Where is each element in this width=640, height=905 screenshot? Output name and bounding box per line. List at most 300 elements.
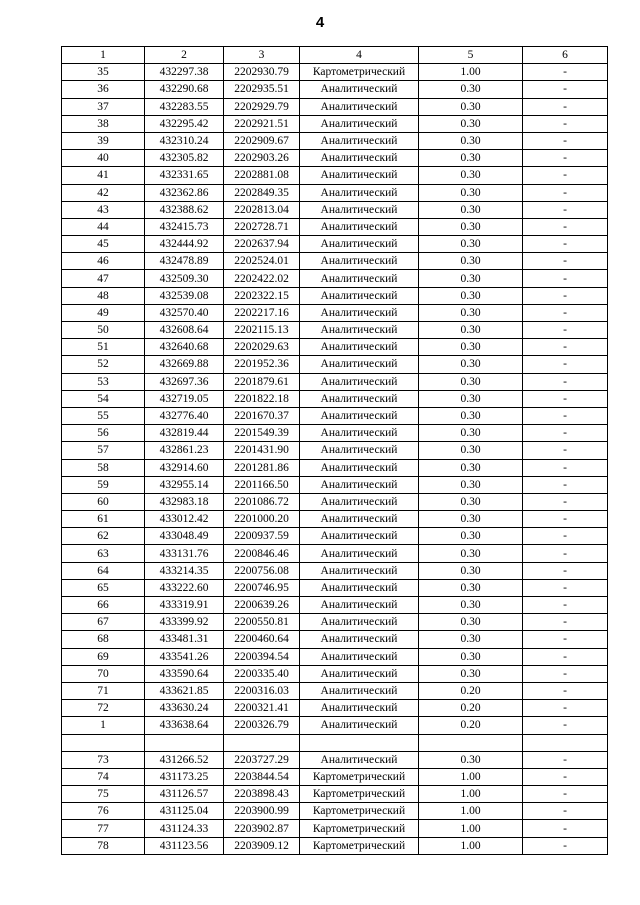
table-row	[62, 786, 608, 803]
table-cell: 1.00	[419, 803, 523, 820]
table-cell: 43	[62, 201, 145, 218]
table-cell: -	[523, 511, 608, 528]
table-cell: 2201166.50	[224, 476, 300, 493]
table-cell: 2201431.90	[224, 442, 300, 459]
table-cell: 0.30	[419, 304, 523, 321]
table-cell: 44	[62, 218, 145, 235]
table-cell: 432509.30	[145, 270, 224, 287]
table-cell: 432669.88	[145, 356, 224, 373]
table-cell: -	[523, 184, 608, 201]
table-cell: 0.20	[419, 717, 523, 734]
table-cell: Картометрический	[300, 768, 419, 785]
table-cell: 65	[62, 579, 145, 596]
table-cell: 0.30	[419, 373, 523, 390]
table-cell: 0.30	[419, 579, 523, 596]
table-cell: -	[523, 786, 608, 803]
table-cell: 0.30	[419, 459, 523, 476]
table-cell: -	[523, 270, 608, 287]
table-row	[62, 322, 608, 339]
table-cell: 2203900.99	[224, 803, 300, 820]
table-cell: Картометрический	[300, 820, 419, 837]
table-cell: -	[523, 322, 608, 339]
table-cell: 433481.31	[145, 631, 224, 648]
table-cell: 0.30	[419, 339, 523, 356]
table-row	[62, 597, 608, 614]
table-cell: 60	[62, 493, 145, 510]
table-row	[62, 253, 608, 270]
table-cell: 0.30	[419, 562, 523, 579]
table-row	[62, 390, 608, 407]
table-cell: -	[523, 545, 608, 562]
table-row	[62, 201, 608, 218]
table-cell: 2200639.26	[224, 597, 300, 614]
table-cell: 0.30	[419, 476, 523, 493]
table-cell: 0.30	[419, 132, 523, 149]
table-cell: 1.00	[419, 64, 523, 81]
page-number: 4	[315, 14, 325, 31]
table-row	[62, 304, 608, 321]
table-cell: 432305.82	[145, 150, 224, 167]
table-cell: Аналитический	[300, 493, 419, 510]
table-cell: Аналитический	[300, 201, 419, 218]
table-cell: -	[523, 356, 608, 373]
table-cell: 2202728.71	[224, 218, 300, 235]
table-cell: Аналитический	[300, 218, 419, 235]
table-cell: 433012.42	[145, 511, 224, 528]
table-cell: 54	[62, 390, 145, 407]
table-cell: 62	[62, 528, 145, 545]
table-cell: 433590.64	[145, 665, 224, 682]
table-cell	[224, 734, 300, 751]
table-cell: 0.30	[419, 356, 523, 373]
table-row	[62, 115, 608, 132]
table-cell: -	[523, 803, 608, 820]
table-cell: -	[523, 132, 608, 149]
table-cell: 76	[62, 803, 145, 820]
table-row	[62, 407, 608, 424]
table-cell: 56	[62, 425, 145, 442]
table-cell: Аналитический	[300, 304, 419, 321]
table-row	[62, 682, 608, 699]
table-cell: 432955.14	[145, 476, 224, 493]
table-cell: 0.30	[419, 201, 523, 218]
table-cell: 39	[62, 132, 145, 149]
table-cell: 68	[62, 631, 145, 648]
table-cell	[145, 734, 224, 751]
table-cell: -	[523, 459, 608, 476]
table-cell: 2202637.94	[224, 236, 300, 253]
table-cell: -	[523, 682, 608, 699]
table-cell: 0.30	[419, 528, 523, 545]
table-cell: 0.20	[419, 700, 523, 717]
table-cell: 433399.92	[145, 614, 224, 631]
table-cell: -	[523, 287, 608, 304]
table-cell: 431123.56	[145, 837, 224, 854]
table-cell: Аналитический	[300, 597, 419, 614]
table-cell: 432388.62	[145, 201, 224, 218]
table-cell: 432362.86	[145, 184, 224, 201]
table-cell: 2203909.12	[224, 837, 300, 854]
table-cell	[419, 734, 523, 751]
table-cell: 2201822.18	[224, 390, 300, 407]
table-cell: 0.30	[419, 511, 523, 528]
table-cell: 431125.04	[145, 803, 224, 820]
table-row	[62, 218, 608, 235]
table-cell: -	[523, 64, 608, 81]
table-cell: 0.30	[419, 614, 523, 631]
table-cell: 45	[62, 236, 145, 253]
table-cell: 2201000.20	[224, 511, 300, 528]
table-cell: 57	[62, 442, 145, 459]
table-cell: Аналитический	[300, 184, 419, 201]
table-cell: 2202029.63	[224, 339, 300, 356]
table-cell: 36	[62, 81, 145, 98]
table-cell: 2201281.86	[224, 459, 300, 476]
table-row	[62, 81, 608, 98]
table-cell	[523, 734, 608, 751]
table-cell: Аналитический	[300, 717, 419, 734]
table-cell: Аналитический	[300, 253, 419, 270]
table-cell: Аналитический	[300, 390, 419, 407]
table-cell: 46	[62, 253, 145, 270]
table-cell: 431173.25	[145, 768, 224, 785]
table-cell: 38	[62, 115, 145, 132]
table-row	[62, 339, 608, 356]
table-cell: Аналитический	[300, 167, 419, 184]
table-cell: -	[523, 150, 608, 167]
table-cell: 2201670.37	[224, 407, 300, 424]
table-cell: 50	[62, 322, 145, 339]
table-cell: 55	[62, 407, 145, 424]
table-row	[62, 425, 608, 442]
table-cell: 2200937.59	[224, 528, 300, 545]
table-cell: 2200460.64	[224, 631, 300, 648]
table-cell: Аналитический	[300, 562, 419, 579]
table-cell: 431266.52	[145, 751, 224, 768]
table-cell: Аналитический	[300, 751, 419, 768]
table-cell: -	[523, 201, 608, 218]
table-cell: 74	[62, 768, 145, 785]
table-cell: 35	[62, 64, 145, 81]
table-cell: 432608.64	[145, 322, 224, 339]
table-cell: 52	[62, 356, 145, 373]
table-cell: 0.30	[419, 184, 523, 201]
table-cell: 432819.44	[145, 425, 224, 442]
table-cell: 48	[62, 287, 145, 304]
table-cell: 0.30	[419, 218, 523, 235]
table-cell: 0.30	[419, 270, 523, 287]
table-cell: 51	[62, 339, 145, 356]
table-cell: 431124.33	[145, 820, 224, 837]
coordinates-table-body	[62, 47, 608, 855]
table-row	[62, 837, 608, 854]
table-cell: 432914.60	[145, 459, 224, 476]
table-cell: 431126.57	[145, 786, 224, 803]
table-header-row	[62, 47, 608, 64]
table-row	[62, 648, 608, 665]
table-cell: 2202524.01	[224, 253, 300, 270]
table-cell: 432697.36	[145, 373, 224, 390]
table-cell: -	[523, 597, 608, 614]
table-cell: Аналитический	[300, 665, 419, 682]
table-cell: 61	[62, 511, 145, 528]
table-row	[62, 579, 608, 596]
table-cell: -	[523, 579, 608, 596]
table-cell: 0.30	[419, 545, 523, 562]
table-cell: 49	[62, 304, 145, 321]
table-row	[62, 665, 608, 682]
table-row	[62, 167, 608, 184]
table-cell: Аналитический	[300, 339, 419, 356]
table-cell: Аналитический	[300, 682, 419, 699]
table-cell: 0.30	[419, 407, 523, 424]
table-cell: 0.30	[419, 115, 523, 132]
table-cell: -	[523, 407, 608, 424]
table-cell: 433630.24	[145, 700, 224, 717]
table-cell: -	[523, 304, 608, 321]
table-cell: 433621.85	[145, 682, 224, 699]
table-cell: 2202903.26	[224, 150, 300, 167]
table-cell: Аналитический	[300, 459, 419, 476]
table-cell: -	[523, 820, 608, 837]
table-row	[62, 562, 608, 579]
table-cell: 2203898.43	[224, 786, 300, 803]
table-cell: 0.30	[419, 287, 523, 304]
table-cell: 432719.05	[145, 390, 224, 407]
table-cell: 0.30	[419, 631, 523, 648]
table-cell: 59	[62, 476, 145, 493]
table-cell: -	[523, 236, 608, 253]
table-cell: Аналитический	[300, 511, 419, 528]
table-cell: 0.20	[419, 682, 523, 699]
table-cell: 42	[62, 184, 145, 201]
table-cell: -	[523, 631, 608, 648]
table-cell: -	[523, 665, 608, 682]
table-row	[62, 373, 608, 390]
table-cell: 2201952.36	[224, 356, 300, 373]
table-cell: 2202322.15	[224, 287, 300, 304]
table-cell: 2203844.54	[224, 768, 300, 785]
table-cell: 2202929.79	[224, 98, 300, 115]
table-cell: Аналитический	[300, 648, 419, 665]
table-cell: -	[523, 167, 608, 184]
table-cell: 432444.92	[145, 236, 224, 253]
table-row	[62, 64, 608, 81]
table-cell: 432297.38	[145, 64, 224, 81]
table-row	[62, 270, 608, 287]
table-row	[62, 820, 608, 837]
table-cell: -	[523, 528, 608, 545]
table-cell: -	[523, 476, 608, 493]
table-cell: Аналитический	[300, 287, 419, 304]
table-cell: 2203727.29	[224, 751, 300, 768]
table-row	[62, 700, 608, 717]
table-cell: 2200316.03	[224, 682, 300, 699]
table-row	[62, 717, 608, 734]
table-cell: 41	[62, 167, 145, 184]
table-cell: 2202909.67	[224, 132, 300, 149]
table-cell: -	[523, 700, 608, 717]
table-cell: 64	[62, 562, 145, 579]
table-cell: Аналитический	[300, 132, 419, 149]
header-cell: 2	[145, 47, 224, 64]
table-cell: 432983.18	[145, 493, 224, 510]
table-cell: 432861.23	[145, 442, 224, 459]
coordinates-table	[61, 46, 608, 855]
table-cell: -	[523, 81, 608, 98]
table-cell: 2202930.79	[224, 64, 300, 81]
header-cell: 4	[300, 47, 419, 64]
table-row	[62, 184, 608, 201]
table-cell: 432331.65	[145, 167, 224, 184]
table-cell: -	[523, 837, 608, 854]
table-cell: 433541.26	[145, 648, 224, 665]
table-cell	[300, 734, 419, 751]
table-cell: Аналитический	[300, 700, 419, 717]
table-cell: Аналитический	[300, 373, 419, 390]
table-cell: 0.30	[419, 425, 523, 442]
table-cell: 432310.24	[145, 132, 224, 149]
table-cell: -	[523, 425, 608, 442]
table-cell: 58	[62, 459, 145, 476]
table-cell: 432640.68	[145, 339, 224, 356]
table-cell: -	[523, 390, 608, 407]
table-cell: Аналитический	[300, 236, 419, 253]
table-cell: Аналитический	[300, 476, 419, 493]
table-cell: 2200321.41	[224, 700, 300, 717]
table-cell: 2202849.35	[224, 184, 300, 201]
table-cell: 71	[62, 682, 145, 699]
table-row	[62, 287, 608, 304]
table-row	[62, 545, 608, 562]
table-cell: Аналитический	[300, 407, 419, 424]
table-cell: 1	[62, 717, 145, 734]
table-cell: 37	[62, 98, 145, 115]
table-cell: -	[523, 614, 608, 631]
table-row	[62, 734, 608, 751]
table-cell: 2202813.04	[224, 201, 300, 218]
table-cell: Аналитический	[300, 545, 419, 562]
table-cell: -	[523, 218, 608, 235]
table-cell: 432570.40	[145, 304, 224, 321]
table-row	[62, 442, 608, 459]
table-cell: 2201086.72	[224, 493, 300, 510]
table-cell: Аналитический	[300, 322, 419, 339]
table-cell: 2202881.08	[224, 167, 300, 184]
table-cell: 78	[62, 837, 145, 854]
table-row	[62, 528, 608, 545]
table-cell: Аналитический	[300, 356, 419, 373]
table-cell: -	[523, 373, 608, 390]
table-cell: 432478.89	[145, 253, 224, 270]
header-cell: 1	[62, 47, 145, 64]
table-cell: 0.30	[419, 648, 523, 665]
header-cell: 6	[523, 47, 608, 64]
table-cell: Картометрический	[300, 786, 419, 803]
table-cell: 432776.40	[145, 407, 224, 424]
table-cell: 70	[62, 665, 145, 682]
table-cell: 53	[62, 373, 145, 390]
table-cell: 73	[62, 751, 145, 768]
table-cell: 0.30	[419, 665, 523, 682]
table-row	[62, 631, 608, 648]
table-cell: Аналитический	[300, 631, 419, 648]
table-cell: 2200550.81	[224, 614, 300, 631]
table-cell: 0.30	[419, 493, 523, 510]
table-row	[62, 476, 608, 493]
table-cell: -	[523, 442, 608, 459]
table-cell: 433214.35	[145, 562, 224, 579]
table-cell: 1.00	[419, 837, 523, 854]
table-cell: Аналитический	[300, 98, 419, 115]
table-cell: 47	[62, 270, 145, 287]
table-cell: 1.00	[419, 786, 523, 803]
table-cell: 433638.64	[145, 717, 224, 734]
table-cell: -	[523, 253, 608, 270]
table-cell: 2201879.61	[224, 373, 300, 390]
table-cell: 433048.49	[145, 528, 224, 545]
table-cell: Аналитический	[300, 81, 419, 98]
table-cell: 0.30	[419, 236, 523, 253]
table-row	[62, 614, 608, 631]
header-cell: 3	[224, 47, 300, 64]
table-cell: 0.30	[419, 150, 523, 167]
table-row	[62, 132, 608, 149]
table-cell: 2202115.13	[224, 322, 300, 339]
table-cell: 75	[62, 786, 145, 803]
table-cell: 432283.55	[145, 98, 224, 115]
table-cell: 77	[62, 820, 145, 837]
table-cell: Аналитический	[300, 528, 419, 545]
table-cell: 0.30	[419, 167, 523, 184]
table-cell: 72	[62, 700, 145, 717]
table-cell: 66	[62, 597, 145, 614]
table-cell	[62, 734, 145, 751]
table-cell: 67	[62, 614, 145, 631]
table-cell: 0.30	[419, 253, 523, 270]
table-cell: 0.30	[419, 98, 523, 115]
table-cell: -	[523, 562, 608, 579]
table-cell: 0.30	[419, 390, 523, 407]
table-cell: Аналитический	[300, 270, 419, 287]
table-cell: -	[523, 751, 608, 768]
table-cell: 1.00	[419, 820, 523, 837]
table-cell: 2200756.08	[224, 562, 300, 579]
table-cell: Картометрический	[300, 837, 419, 854]
table-cell: Аналитический	[300, 115, 419, 132]
table-cell: 69	[62, 648, 145, 665]
table-row	[62, 493, 608, 510]
table-cell: 63	[62, 545, 145, 562]
table-cell: Аналитический	[300, 614, 419, 631]
table-cell: -	[523, 717, 608, 734]
table-row	[62, 459, 608, 476]
table-cell: 0.30	[419, 81, 523, 98]
table-cell: 432415.73	[145, 218, 224, 235]
table-cell: 433319.91	[145, 597, 224, 614]
table-cell: 432539.08	[145, 287, 224, 304]
table-cell: 2200335.40	[224, 665, 300, 682]
table-cell: -	[523, 493, 608, 510]
table-cell: 432290.68	[145, 81, 224, 98]
table-cell: 432295.42	[145, 115, 224, 132]
table-cell: 0.30	[419, 751, 523, 768]
table-cell: 433222.60	[145, 579, 224, 596]
table-row	[62, 803, 608, 820]
table-row	[62, 511, 608, 528]
table-cell: 0.30	[419, 322, 523, 339]
table-cell: 2200746.95	[224, 579, 300, 596]
